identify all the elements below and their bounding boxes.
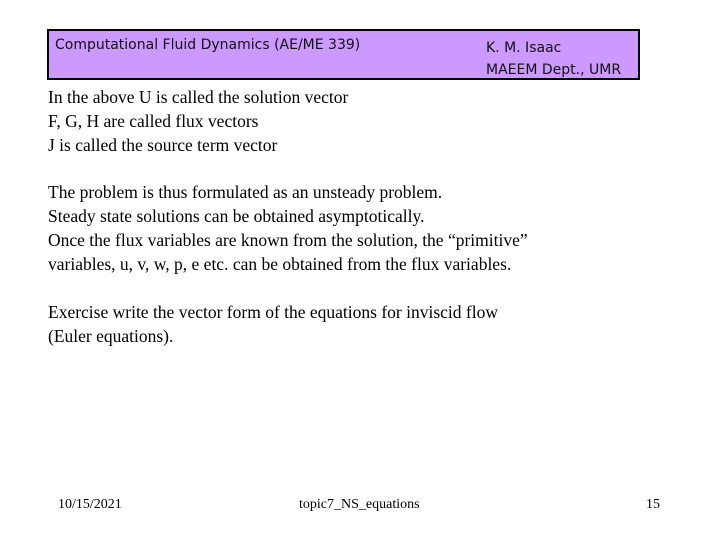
body-line: Once the flux variables are known from the solution, the “primitive” bbox=[48, 230, 528, 250]
paragraph-vectors bbox=[48, 85, 348, 157]
course-title: Computational Fluid Dynamics (AE/ME 339) bbox=[55, 37, 361, 53]
author-name: K. M. Isaac bbox=[486, 40, 562, 56]
body-line: (Euler equations). bbox=[48, 326, 174, 346]
body-line: Steady state solutions can be obtained asymptotically. bbox=[48, 206, 425, 226]
author-block bbox=[486, 37, 621, 81]
body-line: variables, u, v, w, p, e etc. can be obtained from the flux variables. bbox=[48, 254, 512, 274]
body-line: In the above U is called the solution vector bbox=[48, 87, 349, 107]
page-number: 15 bbox=[646, 497, 660, 512]
slide-header bbox=[47, 29, 640, 80]
footer-filename: topic7_NS_equations bbox=[299, 497, 420, 512]
department-name: MAEEM Dept., UMR bbox=[486, 62, 622, 78]
body-line: J is called the source term vector bbox=[48, 135, 278, 155]
body-line: The problem is thus formulated as an unsteady problem. bbox=[48, 182, 443, 202]
paragraph-formulation bbox=[48, 180, 528, 276]
body-line: F, G, H are called flux vectors bbox=[48, 111, 259, 131]
paragraph-exercise bbox=[48, 300, 498, 348]
body-line: Exercise write the vector form of the equations for inviscid flow bbox=[48, 302, 498, 322]
footer-date: 10/15/2021 bbox=[58, 497, 122, 512]
